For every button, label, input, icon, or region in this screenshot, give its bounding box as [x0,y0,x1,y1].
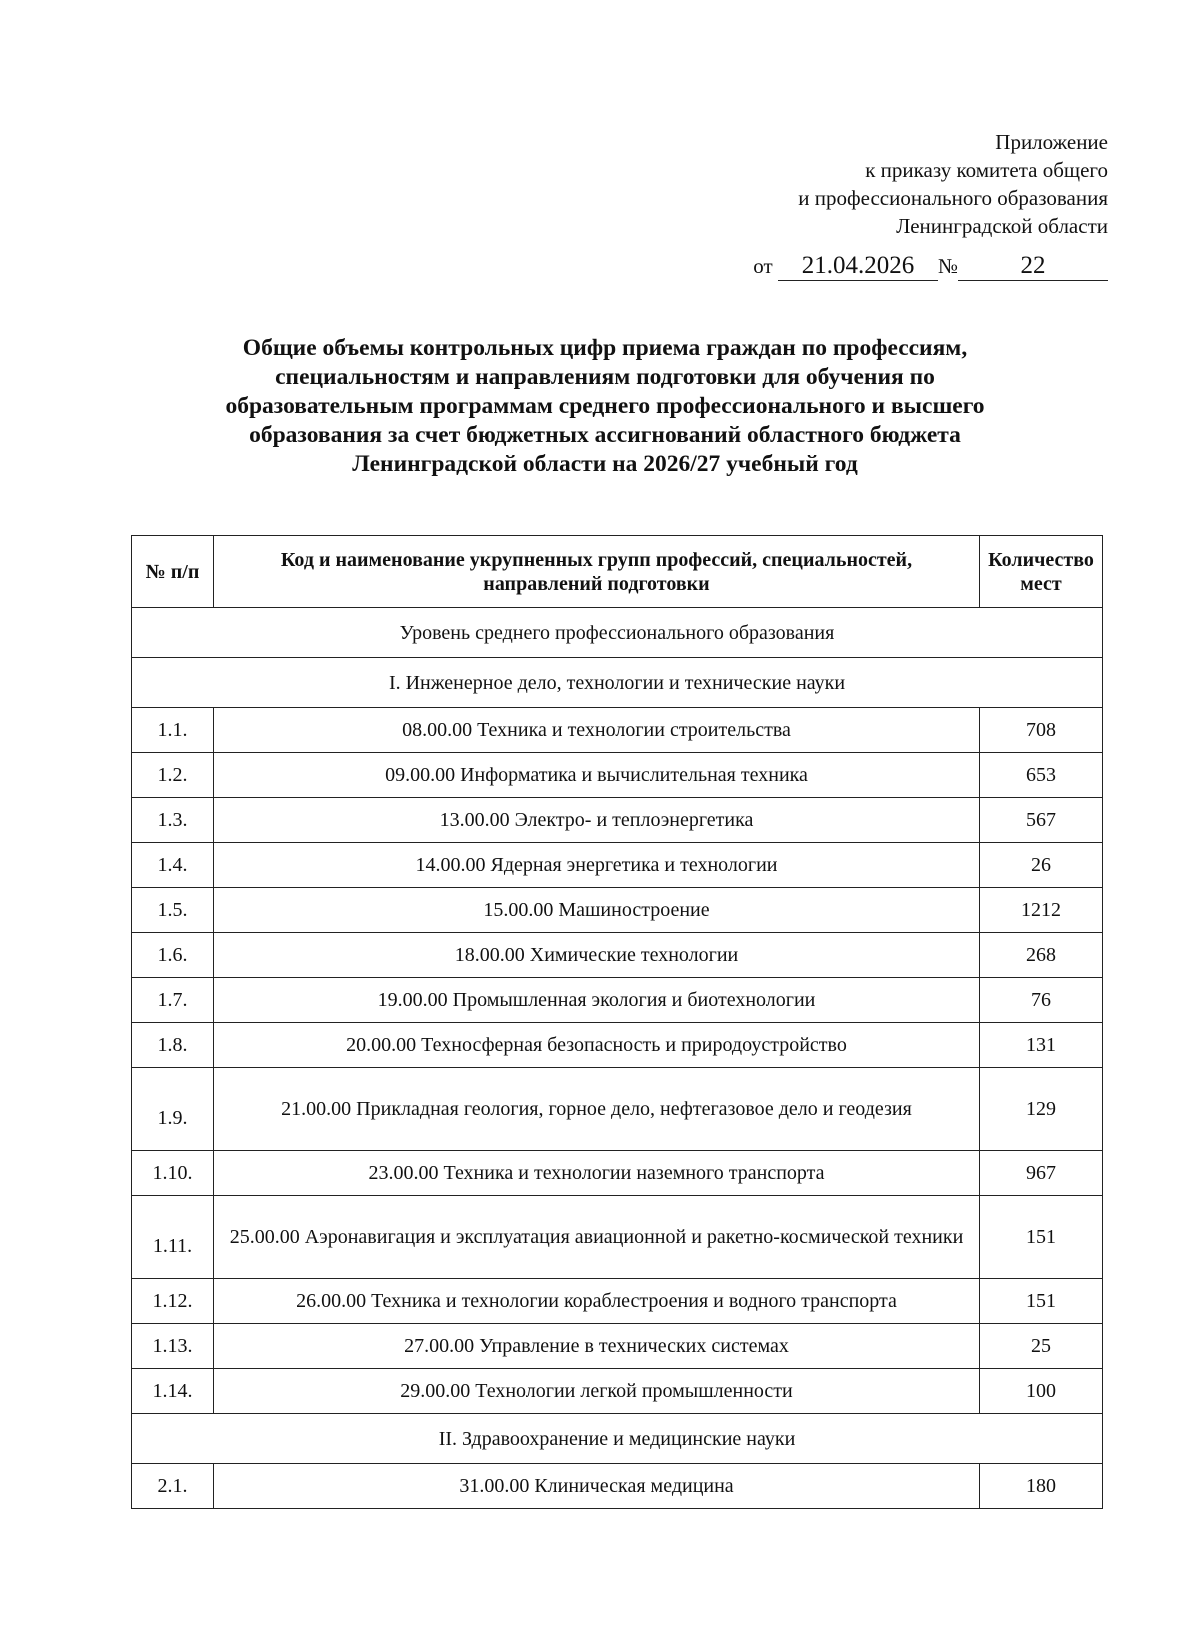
row-count: 1212 [980,888,1103,933]
appendix-order-ref: к приказу комитета общего [865,158,1108,182]
row-name: 08.00.00 Техника и технологии строительства [214,708,980,753]
appendix-label: Приложение [995,130,1108,154]
row-name: 18.00.00 Химические технологии [214,933,980,978]
row-name: 26.00.00 Техника и технологии кораблестроения и водного транспорта [214,1279,980,1324]
row-number: 1.12. [132,1279,214,1324]
row-name: 20.00.00 Техносферная безопасность и природоустройство [214,1023,980,1068]
row-name: 13.00.00 Электро- и теплоэнергетика [214,798,980,843]
order-number: 22 [958,252,1108,281]
row-number: 1.4. [132,843,214,888]
level-title: Уровень среднего профессионального образования [132,608,1103,658]
title-line: образования за счет бюджетных ассигнований областного бюджета [249,422,961,448]
row-count: 708 [980,708,1103,753]
table-row [132,798,1103,843]
section-row [132,658,1103,708]
table-row [132,1196,1103,1279]
row-count: 180 [980,1464,1103,1509]
appendix-committee: и профессионального образования [798,186,1108,210]
title-line: образовательным программам среднего профессионального и высшего [225,393,985,419]
table-row [132,1151,1103,1196]
document-title [140,334,1070,479]
row-number: 1.7. [132,978,214,1023]
order-number-label: № [937,254,958,278]
table-row [132,933,1103,978]
row-number: 1.11. [132,1196,214,1279]
header-name: Код и наименование укрупненных групп профессий, специальностей, направлений подготовки [214,536,980,608]
row-number: 2.1. [132,1464,214,1509]
table-row [132,1023,1103,1068]
row-count: 151 [980,1196,1103,1279]
table-row [132,708,1103,753]
row-name: 31.00.00 Клиническая медицина [214,1464,980,1509]
row-number: 1.14. [132,1369,214,1414]
row-name: 09.00.00 Информатика и вычислительная техника [214,753,980,798]
row-number: 1.1. [132,708,214,753]
admission-table [131,535,1103,1509]
appendix-header [798,128,1108,240]
row-count: 967 [980,1151,1103,1196]
row-number: 1.2. [132,753,214,798]
row-count: 151 [980,1279,1103,1324]
title-line: Ленинградской области на 2026/27 учебный год [352,451,858,477]
row-number: 1.8. [132,1023,214,1068]
row-number: 1.3. [132,798,214,843]
header-num: № п/п [132,536,214,608]
order-from-label: от [753,254,773,278]
section-title: II. Здравоохранение и медицинские науки [132,1414,1103,1464]
title-line: Общие объемы контрольных цифр приема граждан по профессиям, [242,335,968,361]
table-row [132,1279,1103,1324]
row-name: 27.00.00 Управление в технических системах [214,1324,980,1369]
table-row [132,753,1103,798]
section-row [132,1414,1103,1464]
table-row [132,1464,1103,1509]
row-name: 25.00.00 Аэронавигация и эксплуатация авиационной и ракетно-космической техники [214,1196,980,1279]
row-number: 1.5. [132,888,214,933]
row-count: 129 [980,1068,1103,1151]
row-count: 25 [980,1324,1103,1369]
section-title: I. Инженерное дело, технологии и технические науки [132,658,1103,708]
row-number: 1.6. [132,933,214,978]
order-date: 21.04.2026 [778,252,938,281]
row-name: 23.00.00 Техника и технологии наземного транспорта [214,1151,980,1196]
row-count: 26 [980,843,1103,888]
row-name: 21.00.00 Прикладная геология, горное дело, нефтегазовое дело и геодезия [214,1068,980,1151]
table-row [132,1324,1103,1369]
row-count: 131 [980,1023,1103,1068]
row-name: 19.00.00 Промышленная экология и биотехнологии [214,978,980,1023]
title-line: специальностям и направлениям подготовки для обучения по [275,364,935,390]
row-count: 567 [980,798,1103,843]
row-count: 76 [980,978,1103,1023]
appendix-region: Ленинградской области [896,214,1108,238]
row-name: 15.00.00 Машиностроение [214,888,980,933]
table-row [132,888,1103,933]
row-number: 1.9. [132,1068,214,1151]
order-details [753,252,1108,281]
table-header-row [132,536,1103,608]
row-count: 653 [980,753,1103,798]
row-name: 14.00.00 Ядерная энергетика и технологии [214,843,980,888]
row-count: 100 [980,1369,1103,1414]
row-number: 1.13. [132,1324,214,1369]
header-count: Количество мест [980,536,1103,608]
table-row [132,1369,1103,1414]
table-row [132,843,1103,888]
table-row [132,978,1103,1023]
row-name: 29.00.00 Технологии легкой промышленности [214,1369,980,1414]
level-row [132,608,1103,658]
table-row [132,1068,1103,1151]
row-count: 268 [980,933,1103,978]
row-number: 1.10. [132,1151,214,1196]
